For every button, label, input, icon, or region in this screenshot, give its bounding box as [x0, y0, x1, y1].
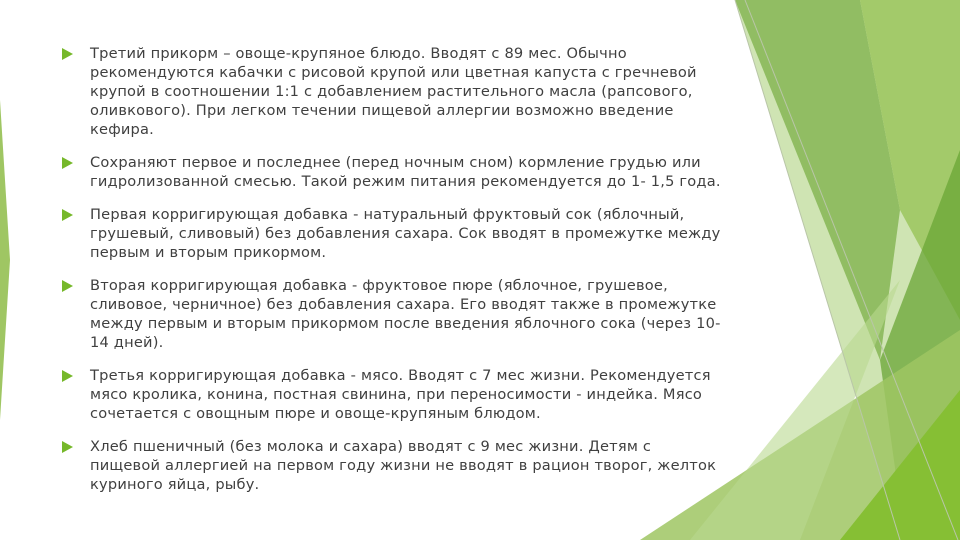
triangle-bullet-icon — [62, 370, 73, 382]
triangle-bullet-icon — [62, 441, 73, 453]
bullet-text: Третья корригирующая добавка - мясо. Вводят с 7 мес жизни. Рекомендуется мясо кролика, конина, постная свинина, при переносимости - индейка. Мясо сочетается с овощным пюре и овоще-крупяным блюдом. — [90, 367, 711, 422]
triangle-bullet-icon — [62, 209, 73, 221]
bullet-text: Первая корригирующая добавка - натуральный фруктовый сок (яблочный, грушевый, сливовый) без добавления сахара. Сок вводят в промежутке между первым и вторым прикормом. — [90, 206, 721, 261]
bullet-item — [62, 366, 722, 423]
bullet-text: Третий прикорм – овоще-крупяное блюдо. Вводят с 89 мес. Обычно рекомендуются кабачки с рисовой крупой или цветная капуста с гречневой крупой в соотношении 1:1 с добавлением растительного масла (рапсового, оливкового). При легком течении пищевой аллергии возможно введение кефира. — [90, 45, 697, 138]
triangle-bullet-icon — [62, 280, 73, 292]
triangle-bullet-icon — [62, 157, 73, 169]
triangle-bullet-icon — [62, 48, 73, 60]
bullet-item — [62, 276, 722, 352]
bullet-text: Хлеб пшеничный (без молока и сахара) вводят с 9 мес жизни. Детям с пищевой аллергией на первом году жизни не вводят в рацион творог, желток куриного яйца, рыбу. — [90, 438, 717, 493]
bullet-item — [62, 153, 722, 191]
bullet-item — [62, 437, 722, 494]
bullet-item — [62, 44, 722, 139]
bullet-text: Вторая корригирующая добавка - фруктовое пюре (яблочное, грушевое, сливовое, черничное) без добавления сахара. Его вводят также в промежутке между первым и вторым прикормом после введения яблочного сока (через 10-14 дней). — [90, 277, 721, 351]
bullet-list — [62, 44, 722, 508]
bullet-item — [62, 205, 722, 262]
bullet-text: Сохраняют первое и последнее (перед ночным сном) кормление грудью или гидролизованной смесью. Такой режим питания рекомендуется до 1- 1,5 года. — [90, 154, 721, 190]
left-edge-facet — [0, 100, 10, 420]
